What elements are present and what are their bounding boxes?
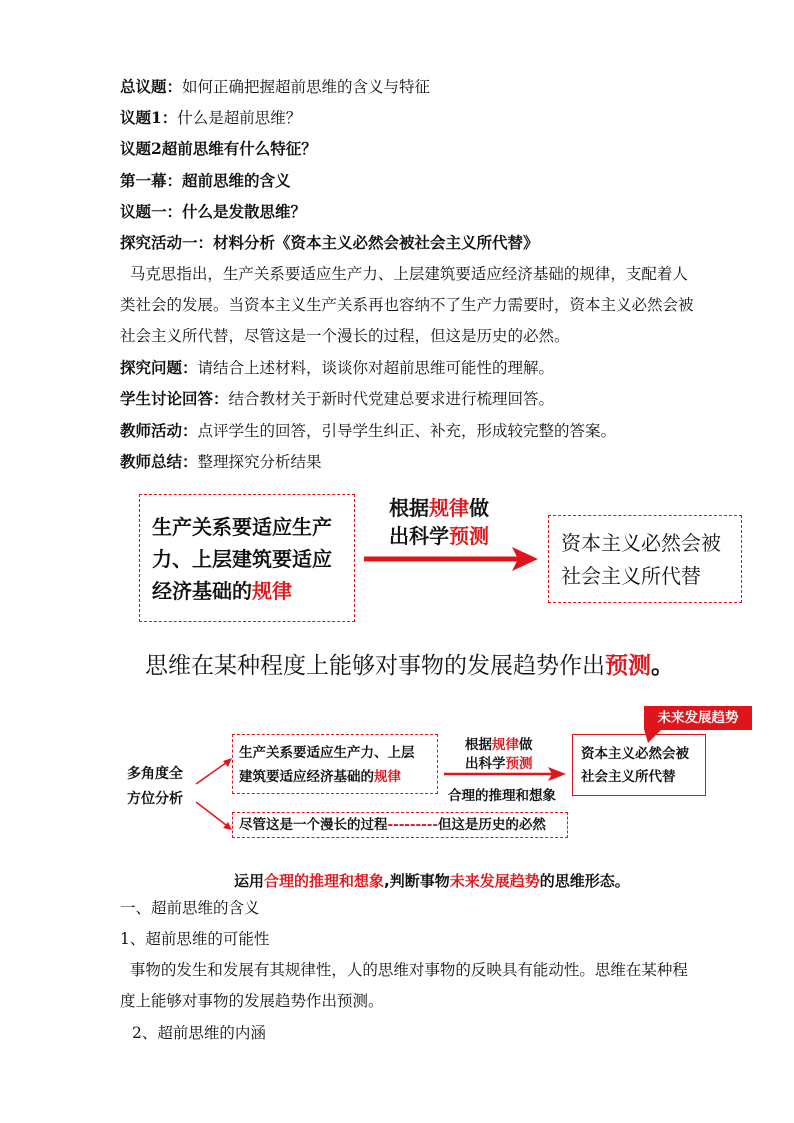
result-box bbox=[548, 515, 742, 603]
possibility-paragraph: 事物的发生和发展有其规律性，人的思维对事物的反映具有能动性。思维在某种程度上能够对事物的发展趋势作出预测。 bbox=[120, 961, 688, 1010]
arrow-right-icon bbox=[362, 545, 542, 573]
result-box-small-text: 资本主义必然会被 社会主义所代替 bbox=[581, 746, 689, 785]
section-heading-2: 1、超前思维的可能性 bbox=[120, 930, 270, 948]
section-heading-1: 一、超前思维的含义 bbox=[120, 899, 260, 917]
tag-pointer-icon bbox=[640, 729, 664, 745]
result-box-text: 资本主义必然会被 社会主义所代替 bbox=[561, 531, 721, 588]
issue-one-line: 议题一：什么是发散思维？ bbox=[120, 202, 307, 221]
predict-label-small: 根据规律做 出科学预测 bbox=[465, 737, 533, 772]
discussion-line: 学生讨论回答：结合教材关于新时代党建总要求进行梳理回答。 bbox=[120, 389, 555, 408]
result-box-small bbox=[572, 734, 706, 796]
material-paragraph: 马克思指出，生产关系要适应生产力、上层建筑要适应经济基础的规律，支配着人类社会的发展。当资本主义生产关系再也容纳不了生产力需要时，资本主义必然会被社会主义所代替，尽管这是一个漫长的过程，但这是历史的必然。 bbox=[120, 265, 694, 345]
law-box-small bbox=[232, 734, 438, 794]
diagram1-caption: 思维在某种程度上能够对事物的发展趋势作出预测。 bbox=[145, 653, 674, 679]
diagram2-caption: 运用合理的推理和想象,判断事物未来发展趋势的思维形态。 bbox=[234, 872, 630, 890]
section-heading-3: 2、超前思维的内涵 bbox=[132, 1024, 266, 1042]
teacher-summary-line: 教师总结：整理探究分析结果 bbox=[120, 452, 322, 471]
long-process-text: 尽管这是一个漫长的过程---------但这是历史的必然 bbox=[239, 817, 546, 833]
question-line: 探究问题：请结合上述材料，谈谈你对超前思维可能性的理解。 bbox=[120, 358, 555, 377]
law-box-small-text: 生产关系要适应生产力、上层 建筑要适应经济基础的规律 bbox=[239, 745, 415, 785]
long-process-box bbox=[232, 812, 568, 838]
issue1-line: 议题1：什么是超前思维？ bbox=[120, 108, 302, 127]
law-box bbox=[139, 494, 355, 622]
activity-line: 探究活动一：材料分析《资本主义必然会被社会主义所代替》 bbox=[120, 233, 539, 252]
future-trend-tag: 未来发展趋势 bbox=[644, 706, 752, 730]
act1-heading: 第一幕：超前思维的含义 bbox=[120, 171, 291, 190]
reasoning-label: 合理的推理和想象 bbox=[448, 788, 556, 804]
multi-angle-label: 多角度全 方位分析 bbox=[127, 766, 183, 807]
teacher-activity-line: 教师活动：点评学生的回答，引导学生纠正、补充，形成较完整的答案。 bbox=[120, 421, 617, 440]
law-box-text: 生产关系要适应生产 力、上层建筑要适应 经济基础的规律 bbox=[152, 515, 332, 603]
topic-line: 总议题：如何正确把握超前思维的含义与特征 bbox=[120, 77, 431, 96]
arrow-right-small-icon bbox=[442, 766, 568, 782]
issue2-line: 议题2超前思维有什么特征？ bbox=[120, 139, 317, 158]
predict-label: 根据规律做 出科学预测 bbox=[389, 496, 489, 548]
